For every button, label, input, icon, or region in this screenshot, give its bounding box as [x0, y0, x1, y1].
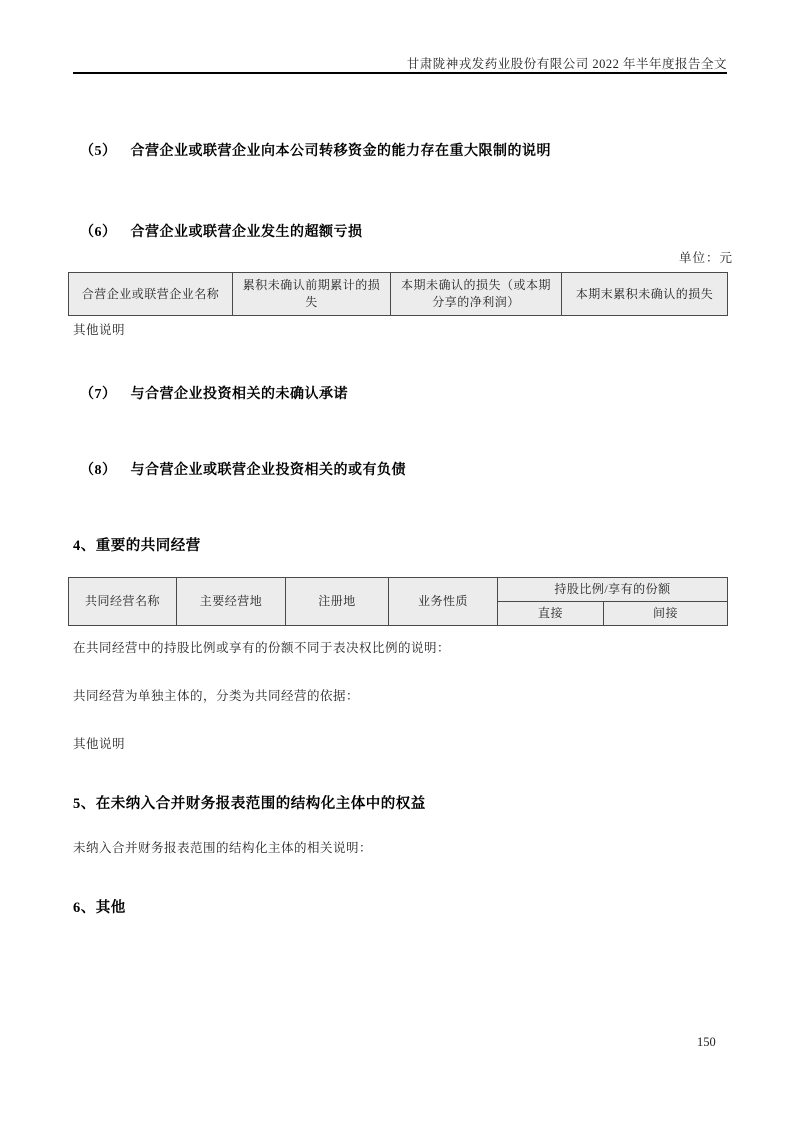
- table-header-row-top: [69, 578, 728, 602]
- col-header-registered-place: 注册地: [286, 578, 389, 626]
- page-header-title: 甘肃陇神戎发药业股份有限公司 2022 年半年度报告全文: [406, 57, 727, 71]
- joint-operation-table: [68, 577, 728, 626]
- header-divider-line: [73, 72, 727, 74]
- col-header-period-end-cumulative-loss: 本期末累积未确认的损失: [562, 273, 728, 316]
- section-6-title: 合营企业或联营企业发生的超额亏损: [130, 225, 363, 240]
- col-header-shareholding-ratio-group: 持股比例/享有的份额: [498, 578, 728, 602]
- col-header-prior-unrecognized-loss: 累积未确认前期累计的损失: [233, 273, 391, 316]
- col-header-jo-name: 共同经营名称: [69, 578, 177, 626]
- col-header-entity-name: 合营企业或联营企业名称: [69, 273, 233, 316]
- section-8-heading: [80, 459, 406, 479]
- col-header-current-unrecognized-loss: 本期未确认的损失（或本期分享的净利润）: [391, 273, 562, 316]
- section-5-title: 合营企业或联营企业向本公司转移资金的能力存在重大限制的说明: [130, 144, 551, 159]
- table-header-row: [69, 273, 728, 316]
- section-5-number: （5）: [80, 144, 117, 159]
- other-note-2: 其他说明: [73, 737, 126, 751]
- unit-label: 单位：元: [678, 251, 733, 265]
- section-6-number: （6）: [80, 225, 117, 240]
- excess-loss-table: [68, 272, 728, 316]
- para-classification-basis: 共同经营为单独主体的，分类为共同经营的依据：: [73, 689, 360, 703]
- section-7-number: （7）: [80, 387, 117, 402]
- other-note-1: 其他说明: [73, 323, 126, 337]
- col-header-business-nature: 业务性质: [389, 578, 498, 626]
- section-7-title: 与合营企业投资相关的未确认承诺: [130, 387, 348, 402]
- col-header-principal-place: 主要经营地: [177, 578, 286, 626]
- heading-6-other: 6、其他: [73, 900, 126, 916]
- para-voting-ratio: 在共同经营中的持股比例或享有的份额不同于表决权比例的说明：: [73, 641, 451, 655]
- section-6-heading: [80, 221, 363, 241]
- page-number: 150: [697, 1035, 716, 1049]
- para-structured-entities: 未纳入合并财务报表范围的结构化主体的相关说明：: [73, 841, 373, 855]
- col-header-direct: 直接: [498, 602, 604, 626]
- heading-4-joint-operation: 4、重要的共同经营: [73, 538, 201, 554]
- section-5-heading: [80, 140, 551, 160]
- heading-5-structured-entities: 5、在未纳入合并财务报表范围的结构化主体中的权益: [73, 796, 426, 812]
- col-header-indirect: 间接: [604, 602, 728, 626]
- section-7-heading: [80, 383, 348, 403]
- section-8-title: 与合营企业或联营企业投资相关的或有负债: [130, 463, 406, 478]
- section-8-number: （8）: [80, 463, 117, 478]
